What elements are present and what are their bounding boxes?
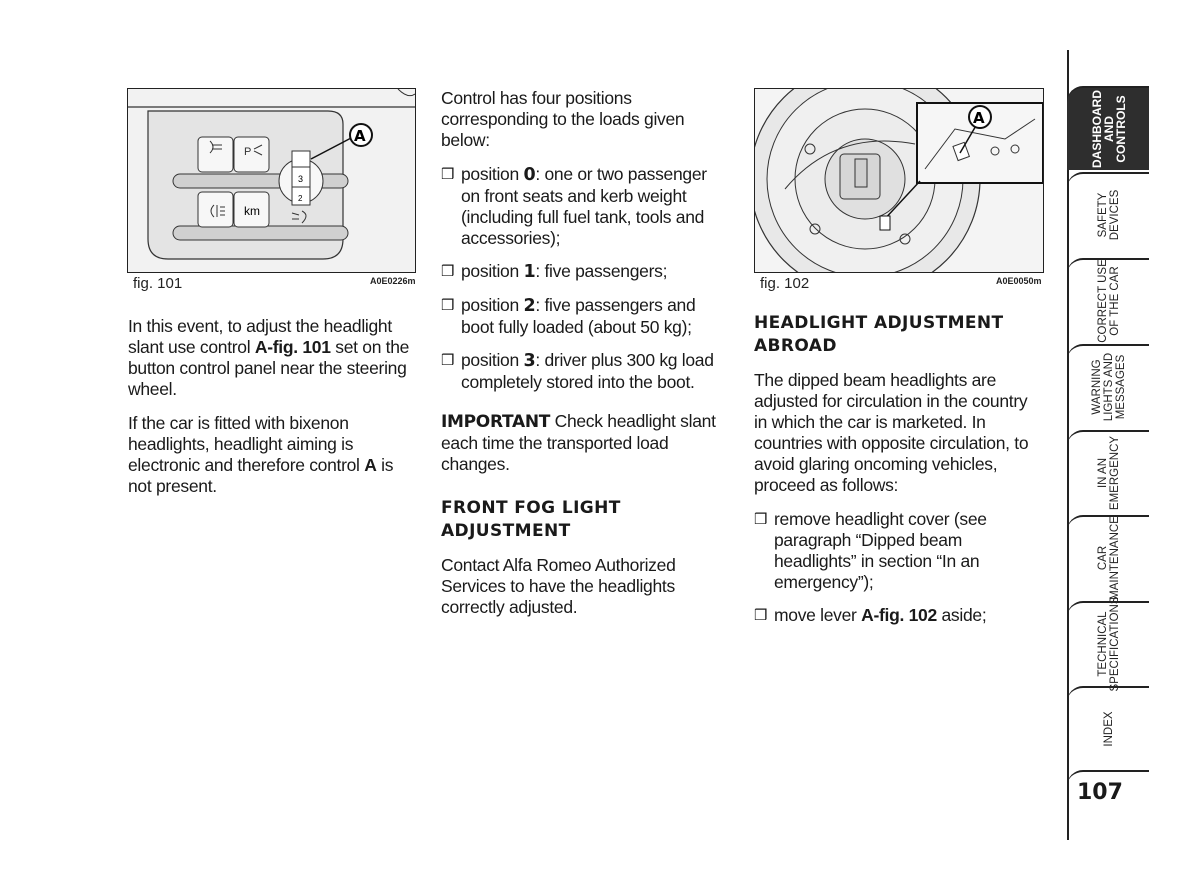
- list-item: ❒ move lever A-fig. 102 aside;: [754, 605, 987, 625]
- figure-102: [754, 88, 1044, 273]
- ref-a-fig-102: A-fig. 102: [861, 605, 937, 625]
- bullet-box-icon: ❒: [441, 263, 455, 280]
- svg-text:P: P: [244, 146, 252, 158]
- tab-in-an-emergency[interactable]: IN AN EMERGENCY: [1067, 430, 1149, 514]
- wheel-pos-2-label: 2: [298, 194, 303, 203]
- tab-correct-use-of-the-car[interactable]: CORRECT USE OF THE CAR: [1067, 258, 1149, 342]
- column-3: [754, 312, 1042, 638]
- bullet-box-icon: ❒: [754, 511, 768, 528]
- list-item: ❒ position 1: five passengers;: [441, 261, 668, 282]
- figure-102-caption: fig. 102: [760, 275, 810, 292]
- paragraph-fog-light: Contact Alfa Romeo Authorized Services to have the headlights correctly adjusted.: [441, 555, 676, 617]
- km-label: km: [244, 204, 260, 218]
- column-2: [441, 88, 729, 631]
- bullet-box-icon: ❒: [441, 352, 455, 369]
- bullet-box-icon: ❒: [441, 297, 455, 314]
- list-item: ❒ position 2: five passengers and boot fully loaded (about 50 kg);: [441, 295, 696, 337]
- figure-102-code: A0E0050m: [996, 276, 1042, 286]
- list-item: ❒ position 3: driver plus 300 kg load completely stored into the boot.: [441, 350, 714, 392]
- section-tabs: [1067, 50, 1200, 840]
- figure-101: [127, 88, 416, 273]
- important-note: IMPORTANT Check headlight slant each time the transported load changes.: [441, 411, 716, 474]
- callout-a-fig101: A: [354, 127, 366, 145]
- tab-warning-lights-and-messages[interactable]: WARNING LIGHTS AND MESSAGES: [1067, 344, 1149, 428]
- tab-safety-devices[interactable]: SAFETY DEVICES: [1067, 172, 1149, 256]
- switch-panel-illustration: [128, 89, 415, 272]
- tab-technical-specifications[interactable]: TECHNICAL SPECIFICATIONS: [1067, 601, 1149, 685]
- list-item: ❒ remove headlight cover (see paragraph “Dipped beam headlights” in section “In an emergency”);: [754, 509, 987, 592]
- paragraph-dipped-beam: The dipped beam headlights are adjusted for circulation in the country in which the car is marketed. In countries with opposite circulation, to avoid glaring oncoming vehicles, proceed as follows:: [754, 370, 1029, 495]
- bullet-box-icon: ❒: [754, 607, 768, 624]
- heading-headlight-adjustment-abroad: HEADLIGHT ADJUSTMENT ABROAD: [754, 313, 1004, 356]
- list-item: ❒ position 0: one or two passenger on front seats and kerb weight (including full fuel tank, tools and accessories);: [441, 164, 707, 248]
- bullet-box-icon: ❒: [441, 166, 455, 183]
- callout-a-fig102: A: [973, 109, 985, 127]
- column-1: [128, 316, 415, 510]
- important-label: IMPORTANT: [441, 412, 551, 432]
- intro-paragraph: Control has four positions corresponding to the loads given below:: [441, 88, 685, 150]
- page-number: 107: [1077, 780, 1123, 805]
- tab-dashboard-and-controls[interactable]: DASHBOARD AND CONTROLS: [1067, 86, 1149, 170]
- heading-front-fog-light: FRONT FOG LIGHT ADJUSTMENT: [441, 498, 621, 541]
- figure-101-code: A0E0226m: [370, 276, 416, 286]
- headlight-rear-illustration: [755, 89, 1043, 272]
- wheel-pos-3-label: 3: [298, 174, 304, 184]
- tab-car-maintenance[interactable]: CAR MAINTENANCE: [1067, 515, 1149, 599]
- figure-101-caption: fig. 101: [133, 275, 183, 292]
- paragraph-bixenon: If the car is fitted with bixenon headlights, headlight aiming is electronic and therefore control A is not present.: [128, 413, 394, 496]
- ref-a-fig-101: A-fig. 101: [254, 337, 331, 357]
- tab-index[interactable]: INDEX: [1067, 686, 1149, 770]
- paragraph-adjust-control: In this event, to adjust the headlight slant use control A-fig. 101 set on the button control panel near the steering wheel.: [128, 316, 410, 399]
